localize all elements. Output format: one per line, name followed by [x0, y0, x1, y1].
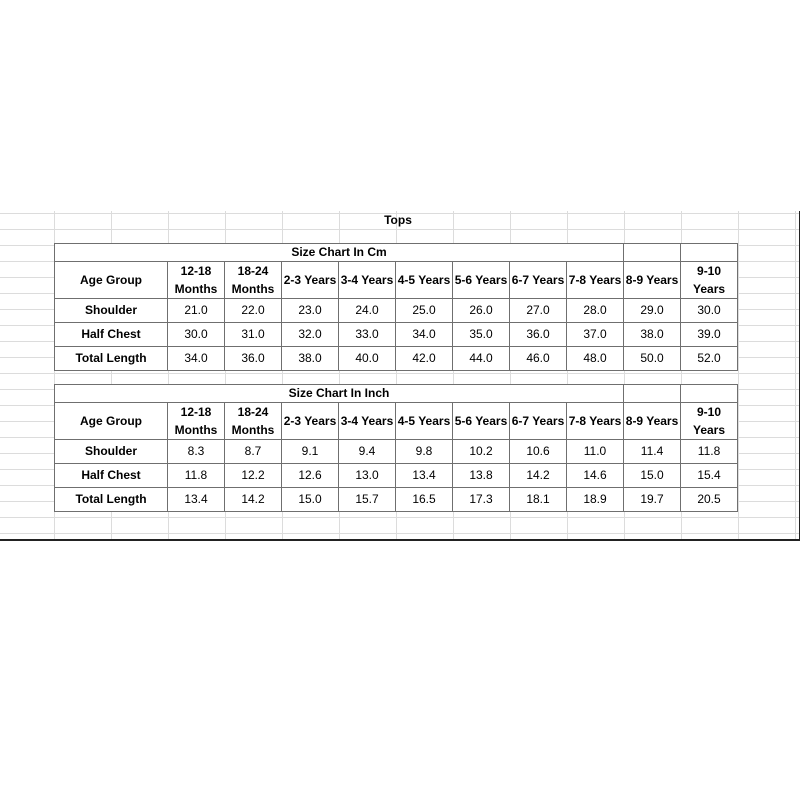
column-header-line: 7-8 Years: [568, 413, 622, 428]
caption-row: [55, 244, 738, 262]
table-cell: 11.8: [681, 440, 738, 464]
column-header-line: 2-3 Years: [283, 272, 337, 287]
table-cell: 14.2: [510, 464, 567, 488]
table-cell: 23.0: [282, 299, 339, 323]
table-cell: 38.0: [282, 347, 339, 371]
table-cell: 16.5: [396, 488, 453, 512]
column-header: [168, 262, 225, 299]
table-cell: 17.3: [453, 488, 510, 512]
column-header: [282, 403, 339, 440]
column-header: [339, 262, 396, 299]
column-header-line: Months: [231, 282, 275, 296]
table-cell: 13.4: [396, 464, 453, 488]
size-chart-inch-table: [54, 384, 738, 512]
column-header: [453, 403, 510, 440]
table-row: [55, 440, 738, 464]
empty-cell: [681, 385, 738, 403]
table-cell: 14.6: [567, 464, 624, 488]
column-header: [567, 403, 624, 440]
column-header-line: 18-24: [237, 264, 269, 278]
row-label: Total Length: [55, 347, 168, 371]
table-cell: 9.1: [282, 440, 339, 464]
table-cell: 9.4: [339, 440, 396, 464]
column-header-line: 9-10: [697, 405, 722, 419]
column-header-line: 6-7 Years: [511, 413, 565, 428]
column-header-line: 12-18: [180, 264, 212, 278]
table-cell: 15.7: [339, 488, 396, 512]
table-cell: 21.0: [168, 299, 225, 323]
empty-cell: [624, 385, 681, 403]
row-label: Shoulder: [55, 440, 168, 464]
table-cell: 20.5: [681, 488, 738, 512]
column-header: [396, 262, 453, 299]
column-header-line: 8-9 Years: [625, 413, 679, 428]
column-header: [339, 403, 396, 440]
table-cell: 25.0: [396, 299, 453, 323]
table-cell: 50.0: [624, 347, 681, 371]
table-row: [55, 464, 738, 488]
row-label: Half Chest: [55, 464, 168, 488]
table-cell: 44.0: [453, 347, 510, 371]
table-cell: 11.8: [168, 464, 225, 488]
table-row: [55, 347, 738, 371]
column-header-line: 12-18: [180, 405, 212, 419]
column-header: [510, 262, 567, 299]
column-header: [681, 262, 738, 299]
row-header-age-group: Age Group: [55, 403, 168, 440]
column-header: [567, 262, 624, 299]
table-caption: Size Chart In Inch: [55, 385, 624, 403]
table-row: [55, 323, 738, 347]
table-cell: 11.4: [624, 440, 681, 464]
table-cell: 15.0: [282, 488, 339, 512]
column-header: [282, 262, 339, 299]
table-row: [55, 299, 738, 323]
table-cell: 37.0: [567, 323, 624, 347]
sheet-title: Tops: [384, 213, 412, 227]
column-header-line: 4-5 Years: [397, 413, 451, 428]
table-cell: 15.4: [681, 464, 738, 488]
table-cell: 31.0: [225, 323, 282, 347]
table-cell: 14.2: [225, 488, 282, 512]
table-cell: 18.9: [567, 488, 624, 512]
empty-cell: [624, 244, 681, 262]
column-header-line: 7-8 Years: [568, 272, 622, 287]
column-header-line: 2-3 Years: [283, 413, 337, 428]
table-cell: 42.0: [396, 347, 453, 371]
column-header-line: 8-9 Years: [625, 272, 679, 287]
table-cell: 10.2: [453, 440, 510, 464]
table-cell: 10.6: [510, 440, 567, 464]
row-label: Half Chest: [55, 323, 168, 347]
empty-cell: [681, 244, 738, 262]
table-cell: 12.2: [225, 464, 282, 488]
caption-row: [55, 385, 738, 403]
column-header-line: 5-6 Years: [454, 272, 508, 287]
table-cell: 24.0: [339, 299, 396, 323]
table-cell: 18.1: [510, 488, 567, 512]
column-header: [624, 262, 681, 299]
table-cell: 13.0: [339, 464, 396, 488]
table-cell: 8.7: [225, 440, 282, 464]
table-cell: 30.0: [168, 323, 225, 347]
table-row: [55, 488, 738, 512]
column-header-line: Years: [692, 423, 726, 437]
row-header-age-group: Age Group: [55, 262, 168, 299]
table-cell: 38.0: [624, 323, 681, 347]
table-cell: 40.0: [339, 347, 396, 371]
table-caption: Size Chart In Cm: [55, 244, 624, 262]
column-header: [681, 403, 738, 440]
table-cell: 22.0: [225, 299, 282, 323]
table-cell: 29.0: [624, 299, 681, 323]
table-cell: 28.0: [567, 299, 624, 323]
column-header-line: Years: [693, 282, 726, 296]
column-header-line: 3-4 Years: [340, 272, 394, 287]
table-cell: 32.0: [282, 323, 339, 347]
table-cell: 36.0: [225, 347, 282, 371]
column-header: [225, 403, 282, 440]
column-header-line: 18-24: [237, 405, 269, 419]
row-label: Shoulder: [55, 299, 168, 323]
table-cell: 52.0: [681, 347, 738, 371]
column-header-line: Months: [174, 423, 218, 437]
table-cell: 34.0: [396, 323, 453, 347]
column-header-line: 5-6 Years: [454, 413, 508, 428]
table-cell: 13.4: [168, 488, 225, 512]
table-cell: 12.6: [282, 464, 339, 488]
column-header: [396, 403, 453, 440]
table-cell: 11.0: [567, 440, 624, 464]
column-header: [168, 403, 225, 440]
table-cell: 9.8: [396, 440, 453, 464]
table-cell: 27.0: [510, 299, 567, 323]
column-header-line: Months: [231, 423, 275, 437]
table-cell: 46.0: [510, 347, 567, 371]
table-cell: 19.7: [624, 488, 681, 512]
column-header-line: 4-5 Years: [397, 272, 451, 287]
column-header: [510, 403, 567, 440]
table-cell: 39.0: [681, 323, 738, 347]
table-cell: 35.0: [453, 323, 510, 347]
column-header-line: Months: [174, 282, 218, 296]
table-cell: 15.0: [624, 464, 681, 488]
column-header-line: 3-4 Years: [340, 413, 394, 428]
column-header: [624, 403, 681, 440]
size-chart-cm-table: [54, 243, 738, 371]
table-cell: 13.8: [453, 464, 510, 488]
table-cell: 34.0: [168, 347, 225, 371]
table-cell: 48.0: [567, 347, 624, 371]
table-cell: 33.0: [339, 323, 396, 347]
table-cell: 26.0: [453, 299, 510, 323]
header-row: [55, 403, 738, 440]
row-label: Total Length: [55, 488, 168, 512]
column-header: [453, 262, 510, 299]
column-header: [225, 262, 282, 299]
column-header-line: 9-10: [697, 264, 722, 278]
table-cell: 30.0: [681, 299, 738, 323]
header-row: [55, 262, 738, 299]
table-cell: 36.0: [510, 323, 567, 347]
table-cell: 8.3: [168, 440, 225, 464]
column-header-line: 6-7 Years: [511, 272, 565, 287]
